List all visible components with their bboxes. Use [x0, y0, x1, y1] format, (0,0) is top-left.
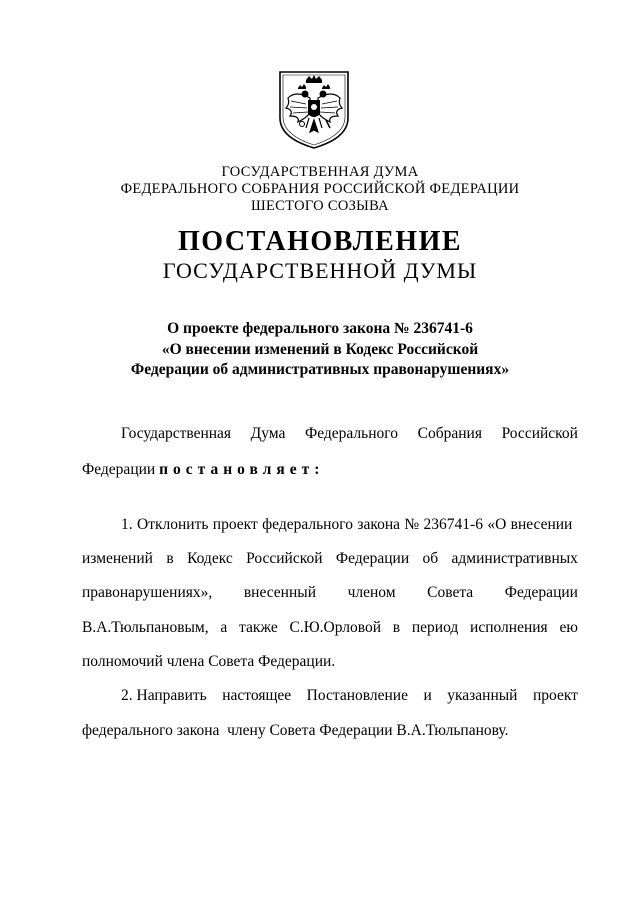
- word: В.А.Тюльпановым,: [82, 619, 209, 636]
- word: Российской: [501, 425, 578, 442]
- word: 2. Направить: [121, 687, 207, 704]
- preamble-federation: Федерации: [82, 461, 156, 478]
- word: Федерации: [504, 584, 578, 601]
- coat-of-arms-emblem: [276, 68, 352, 150]
- word: правонарушениях»,: [82, 584, 213, 601]
- word: а: [220, 619, 228, 636]
- item1-line-3: [82, 584, 578, 602]
- word: Совета: [427, 584, 474, 601]
- header-line-2: ФЕДЕРАЛЬНОГО СОБРАНИЯ РОССИЙСКОЙ ФЕДЕРАЦИИ: [120, 181, 520, 197]
- word: административных: [451, 550, 578, 567]
- document-subtitle: ГОСУДАРСТВЕННОЙ ДУМЫ: [162, 258, 478, 283]
- word: Дума: [250, 425, 286, 442]
- word: Российской: [246, 550, 323, 567]
- word: Федерального: [304, 425, 399, 442]
- word: в: [392, 619, 401, 636]
- word: Государственная: [121, 425, 232, 442]
- item2-line-1: [121, 687, 578, 705]
- word: изменений: [82, 550, 153, 567]
- subject-line-2: «О внесении изменений в Кодекс Российской: [161, 341, 479, 358]
- item1-line-5: полномочий члена Совета Федерации.: [82, 653, 336, 670]
- document-title: ПОСТАНОВЛЕНИЕ: [177, 226, 463, 257]
- word: указанный: [447, 687, 518, 704]
- word: Собрания: [417, 425, 482, 442]
- preamble-line-2: [82, 461, 324, 479]
- word: Кодекс: [187, 550, 233, 567]
- word: членом: [347, 584, 396, 601]
- word: настоящее: [222, 687, 292, 704]
- word: об: [422, 550, 439, 567]
- word: внесенный: [243, 584, 316, 601]
- word: также: [239, 619, 278, 636]
- subject-line-1: О проекте федерального закона № 236741-6: [167, 320, 473, 337]
- word: и: [423, 687, 432, 704]
- resolves-word: постановляет:: [159, 461, 325, 478]
- word: Постановление: [306, 687, 408, 704]
- item1-line-4: [82, 619, 578, 637]
- word: в: [166, 550, 174, 567]
- item1-line-1: 1. Отклонить проект федерального закона № 236741-6 «О внесении: [121, 516, 573, 533]
- preamble-line-1: [121, 425, 578, 443]
- header-line-3: ШЕСТОГО СОЗЫВА: [251, 198, 389, 214]
- header-line-1: ГОСУДАРСТВЕННАЯ ДУМА: [221, 164, 419, 180]
- subject-line-3: Федерации об административных правонарушениях»: [130, 361, 510, 378]
- item2-line-2: федерального закона члену Совета Федерации В.А.Тюльпанову.: [82, 722, 509, 739]
- item1-line-2: [82, 550, 578, 568]
- word: проект: [532, 687, 578, 704]
- word: ею: [559, 619, 578, 636]
- word: исполнения: [470, 619, 548, 636]
- word: Федерации: [335, 550, 410, 567]
- word: С.Ю.Орловой: [289, 619, 382, 636]
- word: период: [411, 619, 459, 636]
